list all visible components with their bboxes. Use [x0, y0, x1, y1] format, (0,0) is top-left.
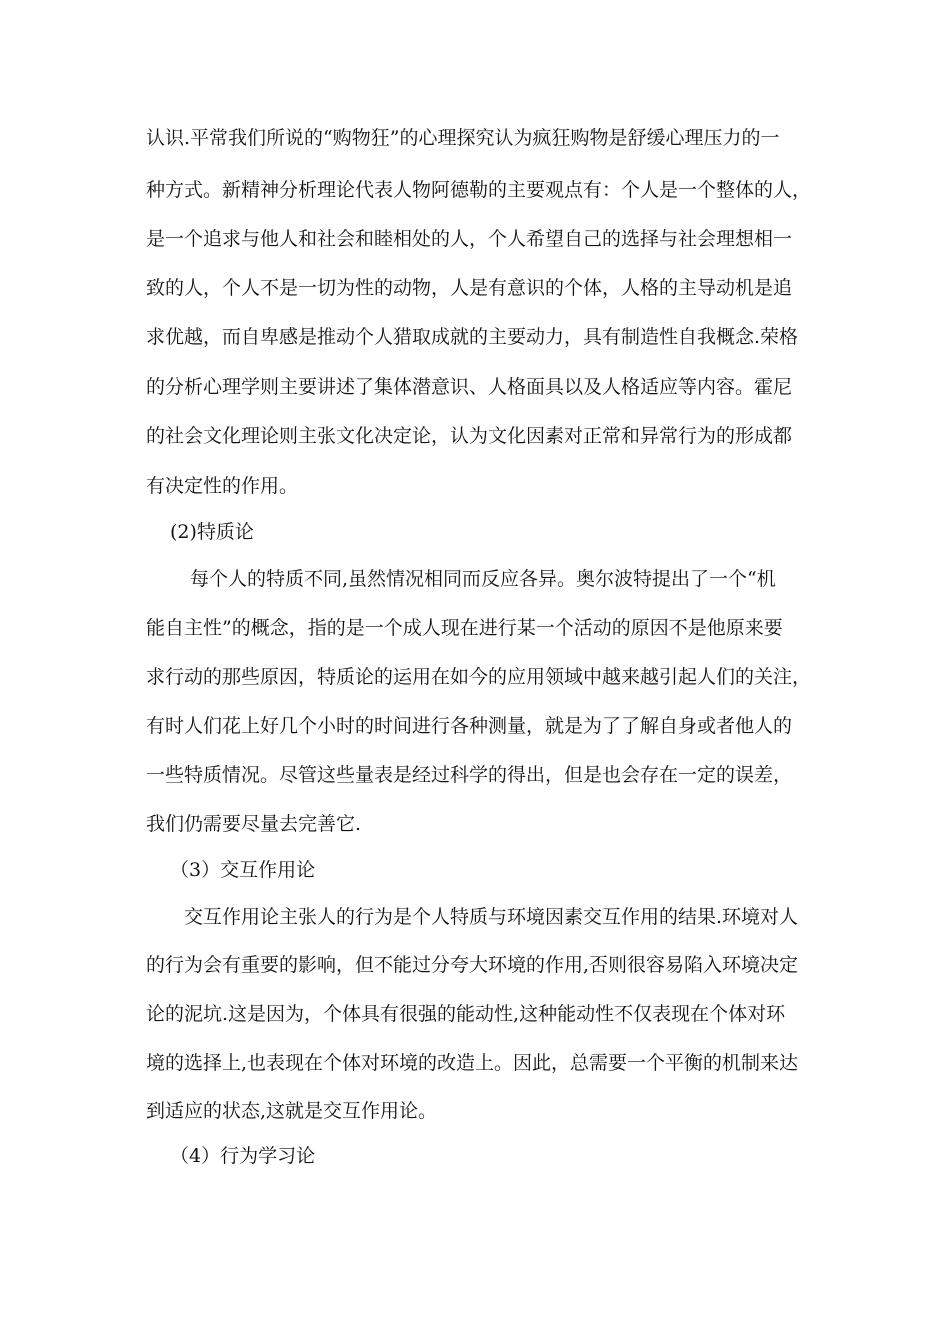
paragraph-line: 境的选择上,也表现在个体对环境的改造上。因此，总需要一个平衡的机制来达 [146, 1052, 799, 1074]
paragraph-line: 求优越，而自卑感是推动个人猎取成就的主要动力，具有制造性自我概念.荣格 [146, 326, 799, 348]
paragraph-line: 每个人的特质不同,虽然情况相同而反应各异。奥尔波特提出了一个“机 [190, 568, 776, 590]
paragraph-line: 种方式。新精神分析理论代表人物阿德勒的主要观点有：个人是一个整体的人， [146, 179, 812, 201]
paragraph-line: 论的泥坑.这是因为，个体具有很强的能动性,这种能动性不仅表现在个体对环 [146, 1003, 786, 1025]
paragraph-line: 是一个追求与他人和社会和睦相处的人，个人希望自己的选择与社会理想相一 [146, 228, 793, 250]
section-heading-behavior-learning-theory: （4）行为学习论 [170, 1145, 316, 1167]
paragraph-line: 致的人，个人不是一切为性的动物，人是有意识的个体，人格的主导动机是追 [146, 277, 793, 299]
paragraph-line: 交互作用论主张人的行为是个人特质与环境因素交互作用的结果.环境对人 [184, 906, 799, 928]
paragraph-line: 的社会文化理论则主张文化决定论，认为文化因素对正常和异常行为的形成都 [146, 425, 793, 447]
paragraph-line: 一些特质情况。尽管这些量表是经过科学的得出，但是也会存在一定的误差， [146, 764, 793, 786]
paragraph-line: 有时人们花上好几个小时的时间进行各种测量，就是为了了解自身或者他人的 [146, 715, 793, 737]
paragraph-line: 到适应的状态,这就是交互作用论。 [146, 1100, 438, 1122]
paragraph-line: 有决定性的作用。 [146, 475, 299, 497]
paragraph-line: 的行为会有重要的影响，但不能过分夸大环境的作用,否则很容易陷入环境决定 [146, 954, 799, 976]
paragraph-line: 认识.平常我们所说的“购物狂”的心理探究认为疯狂购物是舒缓心理压力的一 [146, 127, 780, 149]
paragraph-line: 求行动的那些原因，特质论的运用在如今的应用领域中越来越引起人们的关注， [146, 666, 812, 688]
section-heading-trait-theory: (2)特质论 [170, 521, 254, 543]
paragraph-line: 能自主性”的概念，指的是一个成人现在进行某一个活动的原因不是他原来要 [146, 617, 783, 639]
paragraph-line: 我们仍需要尽量去完善它. [146, 813, 362, 835]
paragraph-line: 的分析心理学则主要讲述了集体潜意识、人格面具以及人格适应等内容。霍尼 [146, 376, 793, 398]
section-heading-interaction-theory: （3）交互作用论 [170, 859, 316, 881]
